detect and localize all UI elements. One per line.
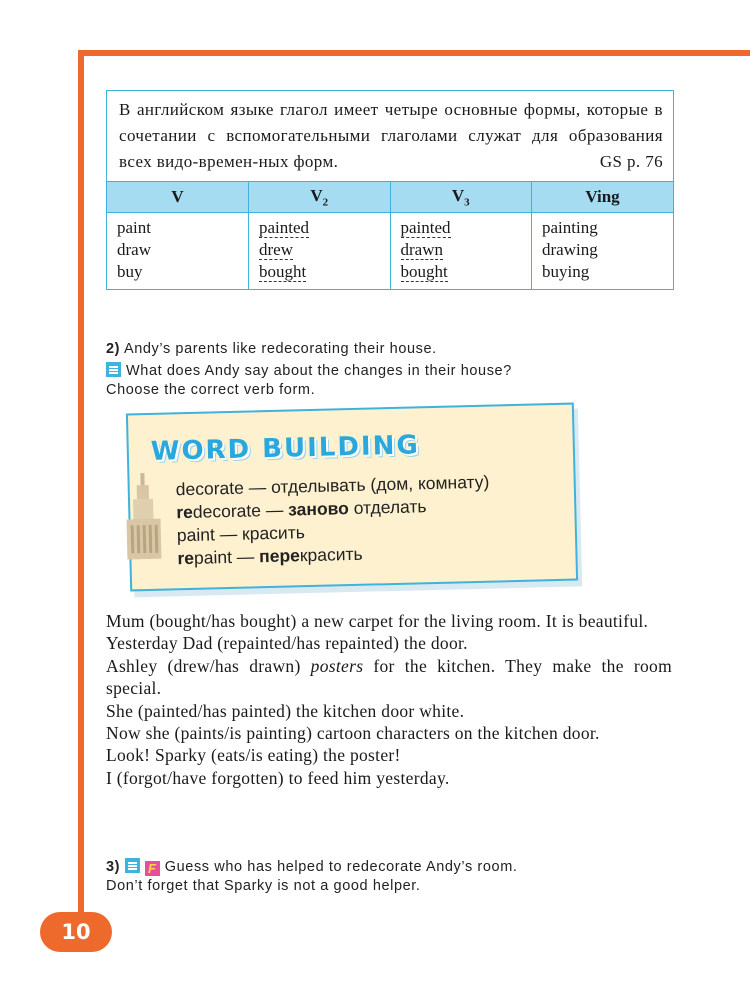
verb-drew: drew: [259, 240, 293, 259]
verb-drawing: drawing: [542, 240, 598, 259]
column-v: [107, 213, 249, 290]
task-2: [106, 340, 512, 400]
verb-painted-v3: painted: [400, 218, 451, 237]
task-2-number: 2): [106, 341, 121, 357]
verb-painting: painting: [542, 218, 598, 237]
sentence-6: Look! Sparky (eats/is eating) the poster!: [106, 745, 401, 766]
verb-forms-table: [107, 181, 673, 289]
page-frame-left: [78, 50, 84, 940]
task-3: [106, 858, 518, 896]
sentence-1: Mum (bought/has bought) a new carpet for the living room. It is beautiful.: [106, 611, 649, 631]
grammar-reference: GS p. 76: [599, 152, 663, 171]
task-3-number: 3): [106, 859, 121, 875]
verb-drawn: drawn: [400, 240, 443, 259]
page-frame-top: [78, 50, 750, 56]
task-2-question: What does Andy say about the changes in their house?: [126, 363, 512, 379]
wb-line-repaint: repaint — перекрасить: [177, 543, 363, 569]
verb-buy: buy: [117, 262, 143, 281]
f-letter-icon: F: [145, 861, 160, 876]
sentence-5: Now she (paints/is painting) cartoon characters on the kitchen door.: [106, 723, 600, 744]
verb-bought-v2: bought: [259, 262, 307, 281]
wb-line-redecorate: redecorate — заново отделать: [176, 496, 427, 523]
book-icon: [125, 858, 140, 873]
header-v3: $V_3$: [390, 182, 532, 213]
grammar-text: В английском языке глагол имеет четыре основные формы, которые в сочетании с вспомогательными глаголами служат для образования всех видо-времен-ных форм.: [119, 100, 663, 171]
verb-buying: buying: [542, 262, 590, 281]
word-building-entries: [175, 471, 491, 571]
verb-painted-v2: painted: [259, 218, 310, 237]
word-building-title: WORD BUILDING: [150, 430, 421, 467]
wb-line-decorate: decorate — отделывать (дом, комнату): [175, 471, 490, 500]
grammar-explanation: [107, 91, 673, 181]
sentence-7: I (forgot/have forgotten) to feed him yesterday.: [106, 767, 450, 788]
column-v3: [390, 213, 532, 290]
verb-paint: paint: [117, 218, 151, 237]
book-icon: [106, 362, 121, 377]
page-number: 10: [40, 912, 112, 952]
header-ving: Ving: [532, 182, 674, 213]
task-2-intro: Andy’s parents like redecorating their house.: [123, 341, 437, 357]
verb-draw: draw: [117, 240, 151, 259]
column-ving: [532, 213, 674, 290]
grammar-box: [106, 90, 674, 290]
task-3-line-2: Don’t forget that Sparky is not a good helper.: [106, 878, 421, 894]
sentence-2: Yesterday Dad (repainted/has repainted) the door.: [106, 633, 468, 654]
word-building-box: [126, 403, 578, 592]
sentence-3: Ashley (drew/has drawn) posters for the kitchen. They make the room special.: [106, 655, 672, 699]
header-v: V: [107, 182, 249, 213]
sentence-4: She (painted/has painted) the kitchen door white.: [106, 700, 465, 721]
verb-bought-v3: bought: [400, 262, 448, 281]
task-2-instruction: Choose the correct verb form.: [106, 382, 316, 398]
building-tower-icon: [121, 471, 167, 562]
wb-line-paint: paint — красить: [176, 522, 306, 546]
task-3-line-1: Guess who has helped to redecorate Andy’s room.: [164, 859, 518, 875]
column-v2: [249, 213, 391, 290]
header-v2: $V_2$: [249, 182, 391, 213]
exercise-sentences: [106, 610, 672, 789]
